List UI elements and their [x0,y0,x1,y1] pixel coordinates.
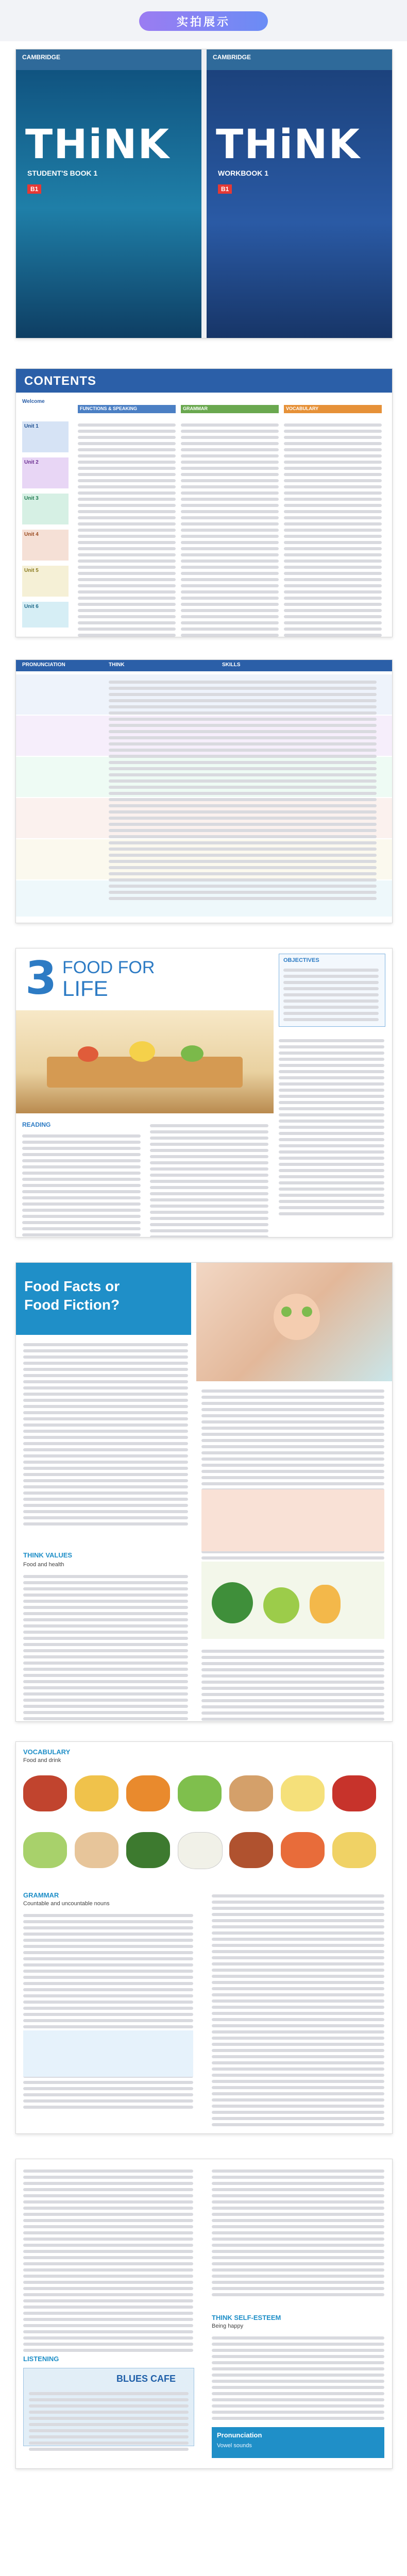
face-shape [274,1294,320,1340]
reading-text [22,1131,141,1238]
vocab-sub: Food and drink [23,1757,61,1764]
fruit-shape [310,1585,341,1623]
food-item [229,1832,273,1868]
cover-title: THiNK [25,122,170,168]
food-item [126,1832,170,1868]
food-item [229,1775,273,1811]
food-item [281,1832,325,1868]
unit-label: Unit 4 [22,530,69,561]
food-item [332,1775,376,1811]
contents2-color-rows [16,674,392,917]
food-item [75,1775,118,1811]
cafe-menu [23,2368,194,2446]
food-item [281,1775,325,1811]
objectives-title: OBJECTIVES [283,957,319,963]
food-item [23,1775,67,1811]
grammar-text-left [23,1911,193,2112]
values-text [23,1572,188,1722]
cover-title: THiNK [216,122,361,168]
food-shape [181,1045,204,1062]
unit3-opener-panel [15,948,393,1238]
contents2-col-header [16,660,392,671]
unit-label: Unit 5 [22,566,69,597]
unit-label: Unit 3 [22,494,69,524]
pronunciation-box [212,2427,384,2458]
grammar-heading: GRAMMAR [23,1891,59,1899]
cover-brand: CAMBRIDGE [16,49,201,70]
food-item [332,1832,376,1868]
self-esteem-sub: Being happy [212,2323,244,2329]
unit-title-line2: LIFE [62,976,108,1001]
covers-panel [15,49,393,338]
watermelon-shape [212,1582,253,1623]
cover-subtitle: STUDENT'S BOOK 1 [27,169,98,177]
fruit-photo [201,1562,384,1639]
page-title: 实拍展示 [139,11,268,31]
page-text-left [23,2166,193,2355]
cover-level: B1 [27,184,41,194]
col-skills: SKILLS [222,662,241,668]
contents-title: CONTENTS [24,374,96,388]
spa-photo [196,1263,392,1381]
workbook-cover [207,49,392,338]
contents-title-bar [16,369,392,393]
side-text [279,1036,384,1218]
self-esteem-heading: THINK SELF-ESTEEM [212,2314,281,2321]
article-title-1: Food Facts or [24,1278,120,1294]
food-item [23,1832,67,1868]
cucumber-shape [302,1307,312,1317]
values-heading: THINK VALUES [23,1551,73,1559]
article-text-left [23,1340,188,1529]
reading-heading: READING [22,1121,51,1128]
col-pronunciation: PRONUNCIATION [22,662,65,668]
unit-label: Unit 2 [22,457,69,488]
food-shape [129,1041,155,1062]
unit-number: 3 [25,952,57,1005]
contents2-text [109,677,377,903]
header-bar [0,0,407,41]
avocado-shape [263,1587,299,1623]
cucumber-shape [281,1307,292,1317]
unit-title-line1: FOOD FOR [62,958,155,977]
col-think: THINK [109,662,125,668]
grammar-sub: Countable and uncountable nouns [23,1901,110,1907]
cover-brand: CAMBRIDGE [207,49,392,70]
contents-text-col-1 [78,420,176,637]
contents-panel [15,368,393,637]
pronunciation-sub: Vowel sounds [217,2443,252,2449]
vocabulary-panel [15,1741,393,2134]
page-text-right [212,2166,384,2299]
unit-label: Unit 1 [22,421,69,452]
exercise-text-2 [201,1647,384,1722]
food-grid-2 [23,1827,384,1878]
objectives-text [283,965,379,1024]
cover-level: B1 [218,184,232,194]
food-shape [78,1046,98,1062]
col-grammar: GRAMMAR [181,405,279,413]
food-item [178,1832,223,1869]
cafe-title: BLUES CAFE [116,2374,176,2384]
note-box [23,2030,193,2077]
food-item [126,1775,170,1811]
menu-text [29,2389,189,2454]
values-sub: Food and health [23,1562,64,1568]
listening-heading: LISTENING [23,2355,59,2363]
student-book-cover [16,49,201,338]
food-item [75,1832,118,1868]
objectives-box [279,954,385,1027]
highlight-box [201,1489,384,1551]
cover-subtitle: WORKBOOK 1 [218,169,268,177]
unit3-header [16,948,274,1005]
self-esteem-text [212,2333,384,2423]
contents-units [16,418,392,630]
listening-panel [15,2159,393,2469]
article-title-2: Food Fiction? [24,1297,120,1313]
article-banner [16,1263,191,1335]
contents-col-header [78,405,387,413]
table-photo [16,1010,274,1113]
col-vocabulary: VOCABULARY [284,405,382,413]
food-item [178,1775,222,1811]
pronunciation-title: Pronunciation [217,2431,262,2439]
contents-continued-panel [15,659,393,923]
unit-label: Unit 6 [22,602,69,628]
grammar-text-right [212,1891,384,2129]
contents-text-col-3 [284,420,382,637]
col-functions: FUNCTIONS & SPEAKING [78,405,176,413]
page-bottom-space [0,2473,407,2576]
contents-welcome-label: Welcome [22,399,45,404]
food-grid-1 [23,1770,384,1822]
exercise-text [150,1121,268,1238]
contents-text-col-2 [181,420,279,637]
food-facts-panel [15,1262,393,1722]
vocab-heading: VOCABULARY [23,1748,71,1756]
